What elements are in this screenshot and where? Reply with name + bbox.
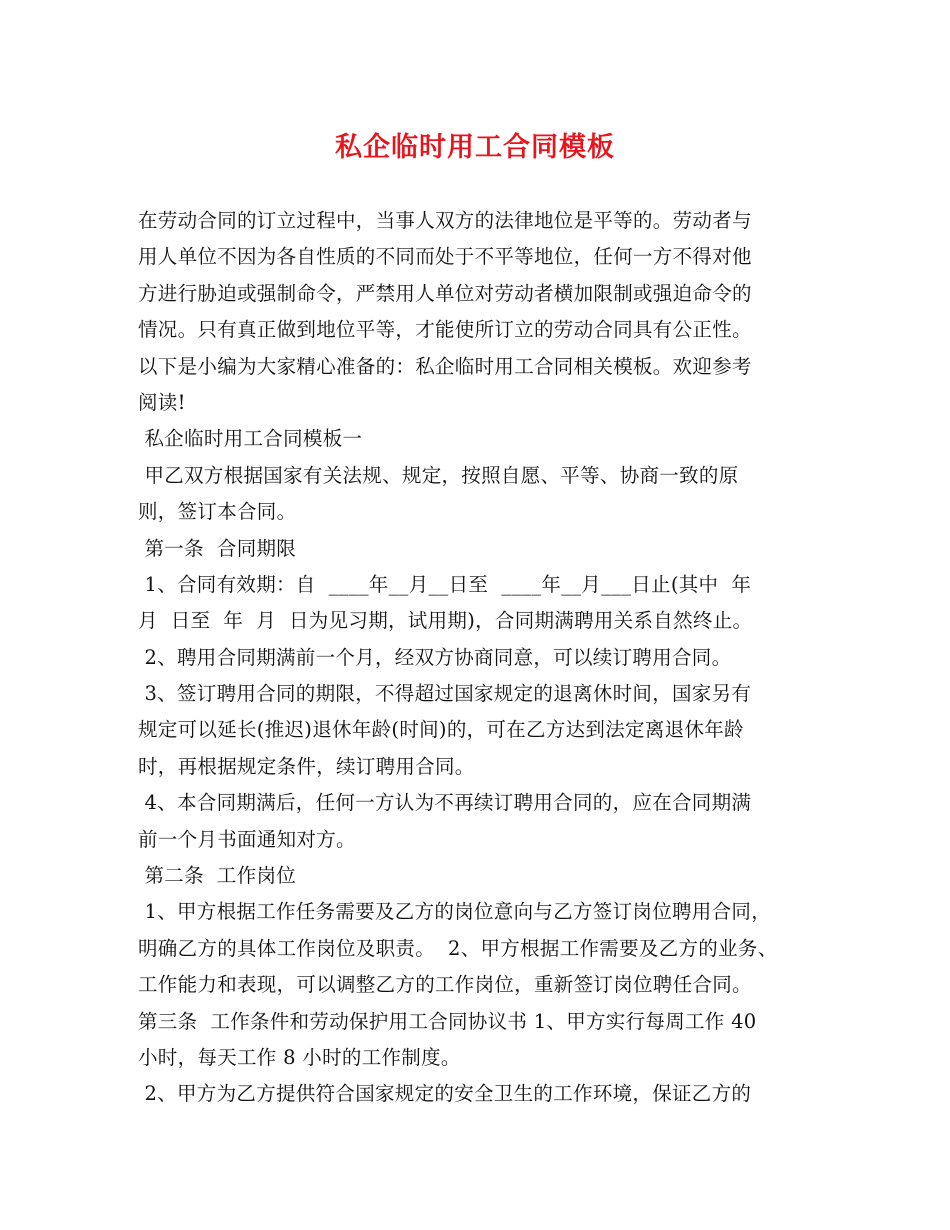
body-line: 2、甲方为乙方提供符合国家规定的安全卫生的工作环境，保证乙方的: [138, 1082, 752, 1106]
body-line: 以下是小编为大家精心准备的：私企临时用工合同相关模板。欢迎参考: [138, 354, 752, 378]
body-line: 阅读!: [138, 390, 186, 414]
body-line: 3、签订聘用合同的期限，不得超过国家规定的退离休时间，国家另有: [138, 682, 752, 706]
article-heading: 第二条 工作岗位: [138, 864, 297, 888]
body-line: 情况。只有真正做到地位平等，才能使所订立的劳动合同具有公正性。: [138, 318, 752, 342]
article-heading: 第三条 工作条件和劳动保护用工合同协议书 1、甲方实行每周工作 40: [138, 1009, 757, 1033]
body-line: 用人单位不因为各自性质的不同而处于不平等地位，任何一方不得对他: [138, 245, 752, 269]
body-line: 月 日至 年 月 日为见习期，试用期)，合同期满聘用关系自然终止。: [138, 609, 753, 633]
body-line: 规定可以延长(推迟)退休年龄(时间)的，可在乙方达到法定离退休年龄: [138, 718, 744, 742]
body-line: 1、合同有效期：自 ____年__月__日至 ____年__月___日止(其中 年: [138, 572, 752, 596]
body-line: 小时，每天工作 8 小时的工作制度。: [138, 1045, 461, 1069]
body-line: 在劳动合同的订立过程中，当事人双方的法律地位是平等的。劳动者与: [138, 209, 752, 232]
body-line: 前一个月书面通知对方。: [138, 827, 356, 851]
article-heading: 第一条 合同期限: [138, 536, 297, 560]
body-line: 4、本合同期满后，任何一方认为不再续订聘用合同的，应在合同期满: [138, 791, 752, 815]
body-line: 1、甲方根据工作任务需要及乙方的岗位意向与乙方签订岗位聘用合同，: [138, 900, 772, 924]
document-body: [138, 203, 828, 1113]
body-line: 2、聘用合同期满前一个月，经双方协商同意，可以续订聘用合同。: [138, 645, 732, 669]
body-line: 时，再根据规定条件，续订聘用合同。: [138, 754, 475, 778]
body-line: 工作能力和表现，可以调整乙方的工作岗位，重新签订岗位聘任合同。: [138, 973, 752, 997]
body-line: 则，签订本合同。: [138, 500, 297, 524]
body-line: 甲乙双方根据国家有关法规、规定，按照自愿、平等、协商一致的原: [138, 463, 739, 487]
document-title: 私企临时用工合同模板: [335, 132, 615, 163]
section-heading: 私企临时用工合同模板一: [138, 427, 363, 451]
body-line: 方进行胁迫或强制命令，严禁用人单位对劳动者横加限制或强迫命令的: [138, 281, 752, 305]
body-line: 明确乙方的具体工作岗位及职责。 2、甲方根据工作需要及乙方的业务、: [138, 936, 778, 960]
